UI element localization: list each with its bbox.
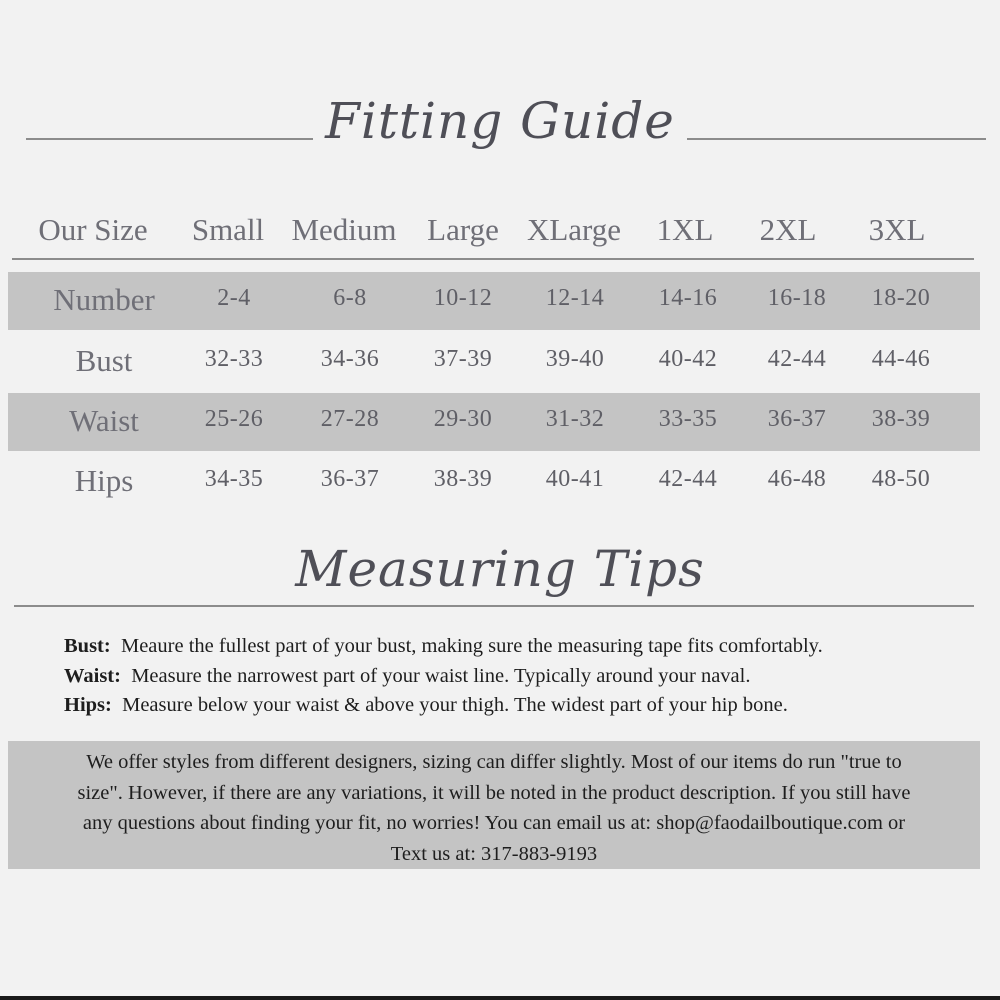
sizing-note [8, 741, 980, 869]
size-value: 25-26 [204, 406, 264, 432]
header-size: 2XL [759, 212, 817, 247]
size-value: 42-44 [767, 346, 827, 372]
fitting-guide-title-text: Fitting Guide [313, 92, 687, 150]
size-value: 36-37 [320, 466, 380, 492]
tip-text: Measure the narrowest part of your waist line. Typically around your naval. [131, 664, 751, 687]
size-value: 18-20 [871, 285, 931, 311]
tips-list [64, 632, 823, 721]
size-value: 40-41 [545, 466, 605, 492]
size-value: 2-4 [217, 285, 251, 311]
fitting-guide-title [0, 92, 1000, 150]
row-label: Bust [75, 343, 133, 378]
size-value: 40-42 [658, 346, 718, 372]
measuring-tips-title-text: Measuring Tips [283, 540, 716, 598]
size-value: 38-39 [433, 466, 493, 492]
tip-term: Waist: [64, 664, 121, 687]
header-our-size: Our Size [38, 212, 148, 247]
bottom-border [0, 996, 1000, 1000]
tip-term: Hips: [64, 694, 112, 716]
size-value: 29-30 [433, 406, 493, 432]
size-value: 31-32 [545, 406, 605, 432]
size-value: 46-48 [767, 466, 827, 492]
header-size: XLarge [526, 212, 622, 247]
size-value: 37-39 [433, 346, 493, 372]
table-header-rule [12, 258, 974, 260]
size-value: 48-50 [871, 466, 931, 492]
note-line: Text us at: 317-883-9193 [390, 842, 598, 865]
size-value: 27-28 [320, 406, 380, 432]
note-line: any questions about finding your fit, no worries! You can email us at: shop@faodailboutique.com or [82, 812, 906, 834]
row-label: Waist [69, 403, 139, 438]
measuring-tips-title [0, 540, 1000, 598]
header-size: Medium [291, 212, 397, 247]
note-line: We offer styles from different designers, sizing can differ slightly. Most of our items do run "true to [86, 751, 902, 773]
size-value: 12-14 [545, 285, 605, 311]
size-value: 34-36 [320, 346, 380, 372]
tip-waist [64, 662, 823, 692]
size-value: 32-33 [204, 346, 264, 372]
tip-hips [64, 691, 823, 721]
header-size: 1XL [656, 212, 714, 247]
size-value: 44-46 [871, 346, 931, 372]
size-value: 6-8 [333, 285, 367, 311]
tip-bust [64, 632, 823, 662]
size-value: 34-35 [204, 466, 264, 492]
size-value: 16-18 [767, 285, 827, 311]
row-label: Hips [74, 463, 134, 498]
tip-text: Measure below your waist & above your thigh. The widest part of your hip bone. [122, 694, 788, 716]
size-value: 10-12 [433, 285, 493, 311]
note-line: size". However, if there are any variations, it will be noted in the product description. If you still have [77, 781, 911, 804]
size-value: 14-16 [658, 285, 718, 311]
size-value: 39-40 [545, 346, 605, 372]
header-size: 3XL [868, 212, 926, 247]
size-value: 42-44 [658, 466, 718, 492]
size-value: 33-35 [658, 406, 718, 432]
header-size: Large [427, 212, 499, 247]
tip-text: Meaure the fullest part of your bust, making sure the measuring tape fits comfortably. [120, 635, 823, 657]
row-label: Number [53, 282, 155, 317]
size-value: 38-39 [871, 406, 931, 432]
tips-rule [14, 605, 974, 607]
header-size: Small [191, 212, 265, 247]
tip-term: Bust: [64, 635, 111, 657]
size-value: 36-37 [767, 406, 827, 432]
